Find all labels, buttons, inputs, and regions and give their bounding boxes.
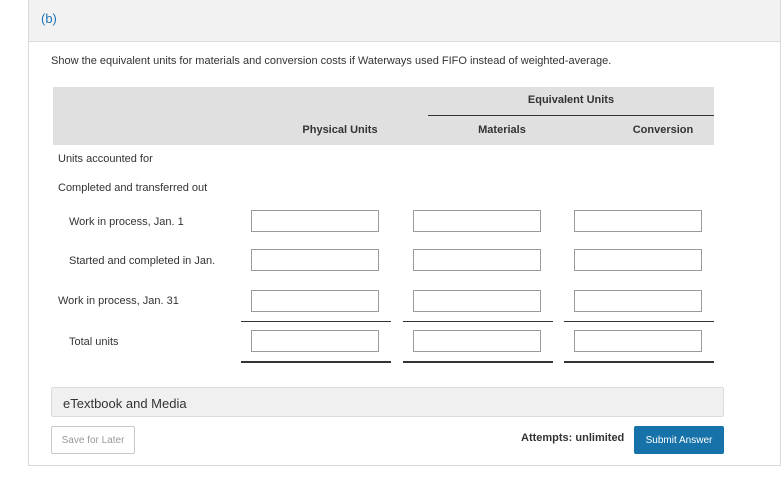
equivalent-units-divider [428, 115, 714, 116]
part-label: (b) [41, 11, 57, 26]
subtotal-rule-physical [241, 321, 391, 322]
instructions-text: Show the equivalent units for materials and conversion costs if Waterways used FIFO instead of weighted-average. [51, 55, 612, 67]
wip-jan31-physical-units-input[interactable] [251, 290, 379, 312]
column-physical-units: Physical Units [302, 124, 378, 136]
row-label-total-units: Total units [69, 336, 119, 348]
column-conversion: Conversion [632, 124, 694, 136]
wip-jan1-physical-units-input[interactable] [251, 210, 379, 232]
equivalent-units-header: Equivalent Units [527, 94, 615, 106]
total-rule-physical [241, 361, 391, 363]
started-completed-conversion-input[interactable] [574, 249, 702, 271]
row-label-wip-jan31: Work in process, Jan. 31 [58, 295, 179, 307]
row-label-wip-jan1: Work in process, Jan. 1 [69, 216, 184, 228]
total-rule-conversion [564, 361, 714, 363]
started-completed-materials-input[interactable] [413, 249, 541, 271]
etextbook-media-label: eTextbook and Media [63, 396, 187, 411]
row-label-started-completed: Started and completed in Jan. [69, 255, 216, 267]
wip-jan1-materials-input[interactable] [413, 210, 541, 232]
section-label-completed: Completed and transferred out [58, 182, 208, 194]
section-label-accounted: Units accounted for [58, 153, 153, 165]
submit-answer-button[interactable]: Submit Answer [634, 426, 724, 454]
total-physical-units-input[interactable] [251, 330, 379, 352]
total-conversion-input[interactable] [574, 330, 702, 352]
attempts-label: Attempts: unlimited [521, 432, 625, 444]
subtotal-rule-conversion [564, 321, 714, 322]
total-rule-materials [403, 361, 553, 363]
table-header [53, 87, 714, 145]
etextbook-media-toggle[interactable] [51, 387, 724, 417]
wip-jan31-conversion-input[interactable] [574, 290, 702, 312]
question-card [28, 0, 781, 466]
total-materials-input[interactable] [413, 330, 541, 352]
subtotal-rule-materials [403, 321, 553, 322]
wip-jan1-conversion-input[interactable] [574, 210, 702, 232]
card-header [29, 0, 780, 42]
save-for-later-button[interactable]: Save for Later [51, 426, 135, 454]
started-completed-physical-units-input[interactable] [251, 249, 379, 271]
wip-jan31-materials-input[interactable] [413, 290, 541, 312]
column-materials: Materials [478, 124, 526, 136]
